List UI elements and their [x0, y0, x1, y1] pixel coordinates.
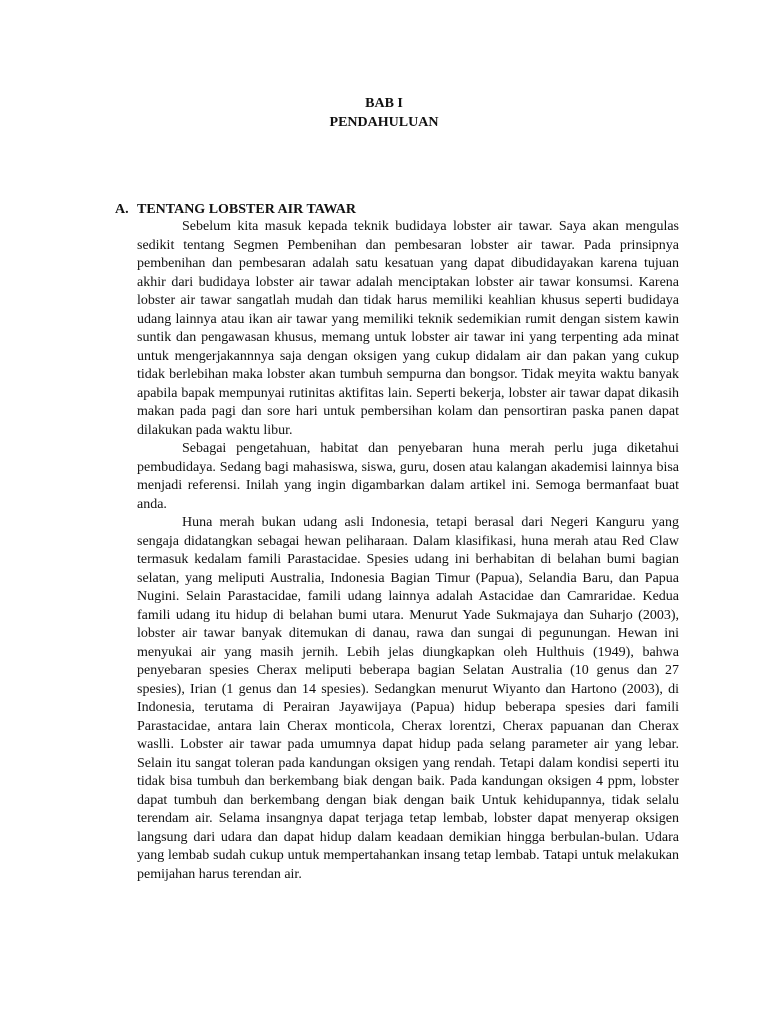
section-title: TENTANG LOBSTER AIR TAWAR	[137, 202, 357, 217]
paragraph-3: Huna merah bukan udang asli Indonesia, tetapi berasal dari Negeri Kanguru yang sengaja didatangkan sebagai hewan peliharaan. Dalam klasifikasi, huna merah atau Red Claw termasuk kedalam famili Parastacidae. Spesies udang ini berhabitan di belahan bumi bagian selatan, yang meliputi Australia, Indonesia Bagian Timur (Papua), Selandia Baru, dan Papua Nugini. Selain Parastacidae, famili udang lainnya adalah Astacidae dan Camraridae. Kedua famili udang itu hidup di belahan bumi utara. Menurut Yade Sukmajaya dan Suharjo (2003), lobster air tawar banyak ditemukan di danau, rawa dan sungai di pegunungan. Hewan ini menyukai air yang masih jernih. Lebih jelas diungkapkan oleh Hulthuis (1949), bahwa penyebaran spesies Cherax meliputi beberapa bagian Selatan Australia (10 genus dan 27 spesies), Irian (1 genus dan 14 spesies). Sedangkan menurut Wiyanto dan Hartono (2003), di Indonesia, terutama di Perairan Jayawijaya (Papua) hidup beberapa spesies dari famili Parastacidae, antara lain Cherax monticola, Cherax lorentzi, Cherax papuanan dan Cherax waslli. Lobster air tawar pada umumnya dapat hidup pada selang parameter air yang lebar. Selain itu sangat toleran pada kandungan oksigen yang rendah. Tetapi dalam kondisi seperti itu tidak bisa tumbuh dan berkembang biak dengan baik. Pada kandungan oksigen 4 ppm, lobster dapat tumbuh dan berkembang dengan biak dengan baik Untuk kehidupannya, tidak selalu terendam air. Selama insangnya dapat terjaga tetap lembab, lobster dapat menyerap oksigen langsung dari udara dan dapat hidup dalam keadaan demikian hingga berbulan-bulan. Udara yang lembab sudah cukup untuk mempertahankan insang tetap lembab. Tatapi untuk melakukan pemijahan harus terendan air.	[137, 515, 679, 882]
section-number: A.	[115, 202, 129, 217]
section-heading	[115, 200, 356, 219]
chapter-title: PENDAHULUAN	[329, 115, 439, 130]
chapter-label: BAB I	[365, 96, 403, 111]
paragraph-2: Sebagai pengetahuan, habitat dan penyebaran huna merah perlu juga diketahui pembudidaya. Sedang bagi mahasiswa, siswa, guru, dosen atau kalangan akademisi lainnya bisa menjadi referensi. Inilah yang ingin digambarkan dalam artikel ini. Semoga bermanfaat buat anda.	[137, 441, 679, 512]
paragraph-1: Sebelum kita masuk kepada teknik budidaya lobster air tawar. Saya akan mengulas sedikit tentang Segmen Pembenihan dan pembesaran lobster air tawar. Pada prinsipnya pembenihan dan pembesaran adalah satu kesatuan yang dapat dibudidayakan karena tujuan akhir dari budidaya lobster air tawar adalah menciptakan lobster air tawar konsumsi. Karena lobster air tawar sangatlah mudah dan tidak harus memiliki keahlian khusus seperti budidaya udang lainnya atau ikan air tawar yang memiliki teknik sedemikian rumit dengan sistem kawin suntik dan pengawasan khusus, memang untuk lobster air tawar ini yang terpenting ada minat untuk mengerjakannnya saja dengan oksigen yang cukup didalam air dan pakan yang cukup tidak berlebihan maka lobster akan tumbuh sempurna dan bongsor. Tidak meyita waktu banyak apabila bapak mempunyai rutinitas aktifitas lain. Seperti bekerja, lobster air tawar dapat dikasih makan pada pagi dan sore hari untuk pembersihan kolam dan pensortiran paska panen dapat dilakukan pada waktu libur.	[137, 219, 679, 438]
body-text	[137, 218, 679, 884]
